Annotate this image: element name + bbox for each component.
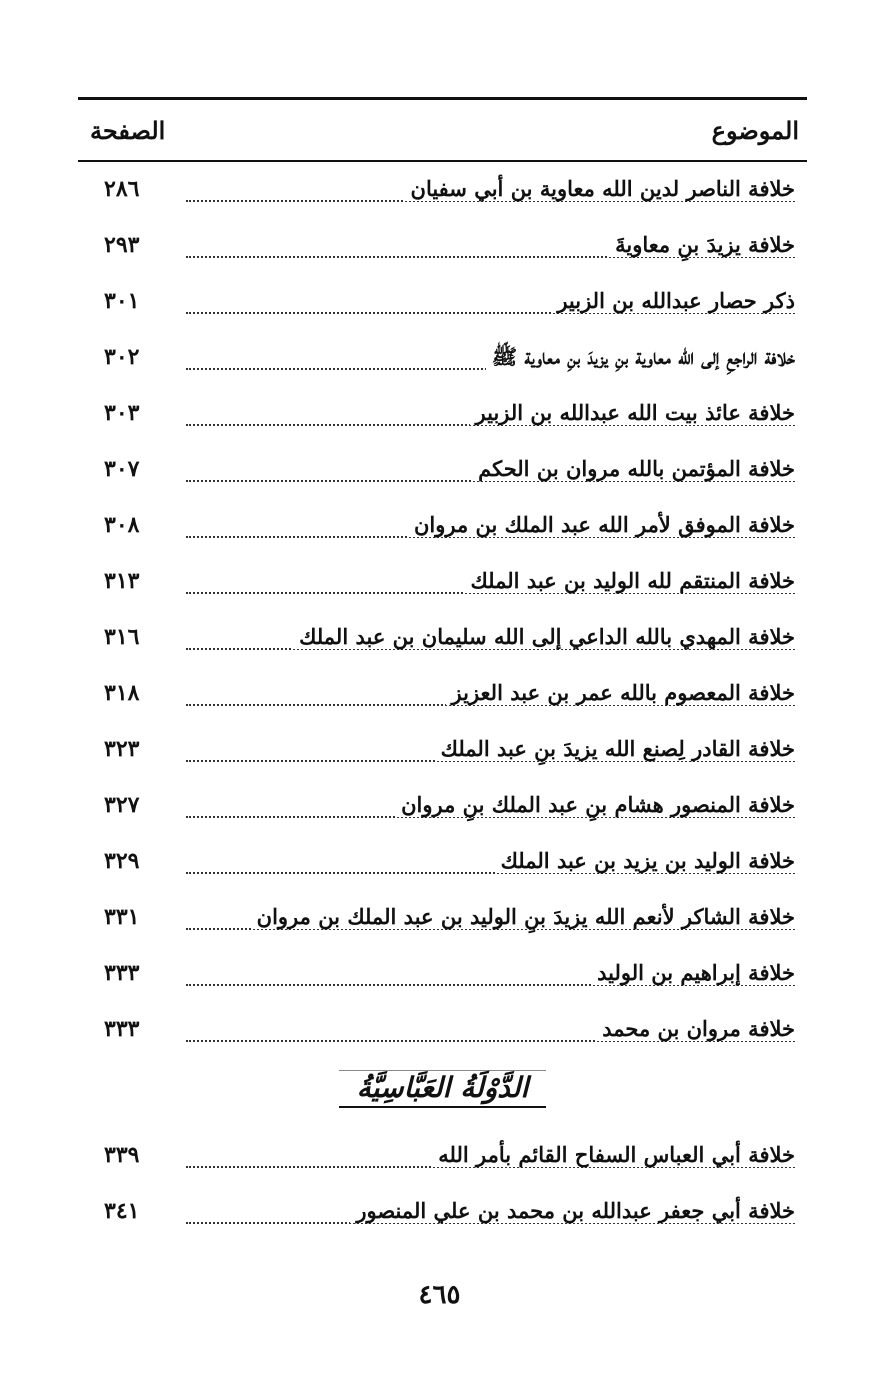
toc-entry bbox=[78, 508, 807, 548]
entry-page: ٣١٣ bbox=[104, 568, 140, 594]
toc-entry bbox=[78, 1138, 807, 1178]
entry-title: خلافة أبي جعفر عبدالله بن محمد بن علي المنصور bbox=[350, 1198, 795, 1223]
entry-page: ٣٤١ bbox=[104, 1198, 140, 1224]
topic-column-label: الموضوع bbox=[711, 116, 799, 145]
entry-title: خلافة المعصوم بالله عمر بن عبد العزيز bbox=[446, 680, 795, 705]
toc-entry bbox=[78, 732, 807, 772]
entry-page: ٣٣٣ bbox=[104, 960, 140, 986]
toc-header bbox=[78, 112, 807, 152]
entry-title: خلافة إبراهيم بن الوليد bbox=[591, 960, 795, 985]
toc-entry bbox=[78, 396, 807, 436]
toc-entry bbox=[78, 620, 807, 660]
entry-page: ٢٩٣ bbox=[104, 232, 140, 258]
top-rule bbox=[78, 97, 807, 100]
entry-title: خلافة عائذ بيت الله عبدالله بن الزبير bbox=[470, 400, 795, 425]
entry-page: ٣٢٩ bbox=[104, 848, 140, 874]
page-column-label: الصفحة bbox=[90, 116, 166, 145]
entry-title: خلافة الموفق لأمر الله عبد الملك بن مروان bbox=[408, 512, 795, 537]
entry-title: خلافة المنصور هشام بنِ عبد الملك بنِ مروان bbox=[395, 792, 795, 817]
toc-entry bbox=[78, 900, 807, 940]
entry-page: ٣٢٧ bbox=[104, 792, 140, 818]
toc-entry bbox=[78, 228, 807, 268]
toc-entry bbox=[78, 340, 807, 380]
toc-entry bbox=[78, 956, 807, 996]
page-number: ٤٦٥ bbox=[418, 1280, 461, 1310]
entry-page: ٣٠٢ bbox=[104, 344, 140, 370]
toc-entry bbox=[78, 172, 807, 212]
toc-entry bbox=[78, 1012, 807, 1052]
entry-title: خلافة الوليد بن يزيد بن عبد الملك bbox=[495, 848, 795, 873]
entry-page: ٣٠٣ bbox=[104, 400, 140, 426]
entry-title: خلافة يزيدَ بنِ معاويةَ bbox=[609, 232, 795, 257]
entry-title: خلافة مروان بن محمد bbox=[596, 1016, 795, 1041]
section-heading bbox=[78, 1070, 807, 1120]
toc-entry bbox=[78, 676, 807, 716]
toc-entry bbox=[78, 1194, 807, 1234]
header-rule bbox=[78, 160, 807, 162]
entry-title: ذكر حصار عبدالله بن الزبير bbox=[551, 288, 795, 313]
entry-page: ٣٠٨ bbox=[104, 512, 140, 538]
entry-page: ٣٠١ bbox=[104, 288, 140, 314]
toc-entry bbox=[78, 844, 807, 884]
entry-title: خلافة المهدي بالله الداعي إلى الله سليمان بن عبد الملك bbox=[293, 624, 795, 649]
toc-entry bbox=[78, 788, 807, 828]
entry-page: ٣٣١ bbox=[104, 904, 140, 930]
entry-title: خلافة المؤتمن بالله مروان بن الحكم bbox=[472, 456, 795, 481]
entry-page: ٣٠٧ bbox=[104, 456, 140, 482]
entry-page: ٣٣٣ bbox=[104, 1016, 140, 1042]
entry-title: خلافة المنتقم لله الوليد بن عبد الملك bbox=[464, 568, 795, 593]
entry-title: خلافة الراجعِ إلى الله معاوية بنِ يزيدَ بنِ معاوية ﷺ bbox=[486, 344, 795, 375]
entry-page: ٣٣٩ bbox=[104, 1142, 140, 1168]
entry-page: ٣٢٣ bbox=[104, 736, 140, 762]
toc-entry bbox=[78, 284, 807, 324]
entry-page: ٢٨٦ bbox=[104, 176, 140, 202]
entry-title: خلافة أبي العباس السفاح القائم بأمر الله bbox=[432, 1142, 795, 1167]
entry-title: خلافة الشاكر لأنعم الله يزيدَ بنِ الوليد بن عبد الملك بن مروان bbox=[251, 904, 795, 929]
entry-title: خلافة القادر لِصنع الله يزيدَ بنِ عبد الملك bbox=[435, 736, 795, 761]
toc-entry bbox=[78, 564, 807, 604]
toc-entry bbox=[78, 452, 807, 492]
entry-page: ٣١٦ bbox=[104, 624, 140, 650]
entry-page: ٣١٨ bbox=[104, 680, 140, 706]
abbasid-dynasty-heading: الدَّوْلَةُ العَبَّاسِيَّةُ bbox=[339, 1070, 547, 1108]
entry-title: خلافة الناصر لدين الله معاوية بن أبي سفيان bbox=[405, 176, 795, 201]
